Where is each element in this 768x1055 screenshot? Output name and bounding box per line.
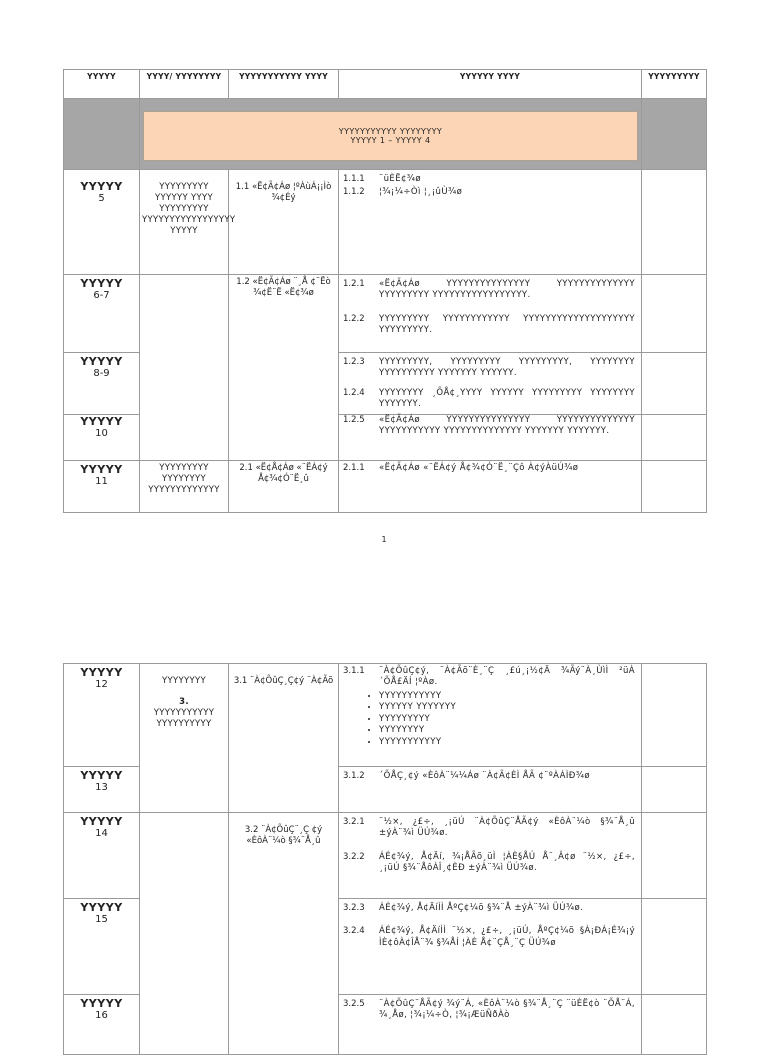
theme-subtitle: ΥΥΥΥΥΥΥΥΥΥΥ ΥΥΥΥΥΥΥΥΥΥ	[153, 708, 215, 730]
header-week: ΥΥΥΥΥ	[64, 70, 140, 99]
week-number: 10	[95, 428, 108, 439]
content-standard-cell: 3.2 ¨À¢ÕûÇ¨¸Ç ¢ý «ÈôÀ¨¼ò §¾¨Å¸û	[229, 813, 339, 1055]
list-item: • ΥΥΥΥΥΥΥΥΥ	[379, 714, 635, 725]
module-range: ΥΥΥΥΥ 1 – ΥΥΥΥΥ 4	[350, 136, 431, 145]
list-item: 1.2.5 «Ë¢Ã¢Áø ΥΥΥΥΥΥΥΥΥΥΥΥΥΥΥ ΥΥΥΥΥΥΥΥΥΥΥΥΥΥ ΥΥΥΥΥΥΥΥΥΥΥ ΥΥΥΥΥΥΥΥΥΥΥΥΥΥ ΥΥΥΥΥΥΥ ΥΥΥΥΥΥΥ.	[343, 415, 635, 437]
table-row	[64, 170, 707, 275]
table-row	[64, 461, 707, 513]
learning-standard-cell	[339, 461, 642, 513]
learning-standard-cell	[339, 767, 642, 813]
theme-cell	[140, 664, 229, 813]
theme-cell: ΥΥΥΥΥΥΥΥΥ ΥΥΥΥΥΥΥΥ ΥΥΥΥΥΥΥΥΥΥΥΥΥ	[140, 461, 229, 513]
notes-cell	[642, 899, 707, 995]
theme-cell: ΥΥΥΥΥΥΥΥΥ ΥΥΥΥΥΥ ΥΥΥΥ ΥΥΥΥΥΥΥΥΥ ΥΥΥΥΥΥΥΥΥΥΥΥΥΥΥΥΥ ΥΥΥΥΥ	[140, 170, 229, 275]
content-standard-cell: 3.1 ¨À¢ÕûÇ¸Ç¢ý ¨À¢Ãõ	[229, 664, 339, 813]
week-cell	[64, 415, 140, 461]
week-number: 11	[95, 476, 108, 487]
list-item: 1.2.2 ΥΥΥΥΥΥΥΥΥ ΥΥΥΥΥΥΥΥΥΥΥΥ ΥΥΥΥΥΥΥΥΥΥΥΥΥΥΥΥΥΥΥΥ ΥΥΥΥΥΥΥΥΥ.	[343, 313, 635, 336]
learning-standard-cell	[339, 899, 642, 995]
week-number: 5	[98, 193, 105, 204]
week-label: ΥΥΥΥΥ	[80, 463, 123, 476]
list-item: 3.2.5 ¨À¢ÕûÇ¨ÅÃ¢ý ¾ý¨Á, «ÈôÀ¨¼ò §¾¨Å¸¨Ç ¨üÈË¢ò ¨ÕÅ¨Á, ¾¸Åø, ¦¾¡¼÷Ò, ¦¾¡ÆüÑðÀò	[343, 999, 635, 1021]
list-item: • ΥΥΥΥΥΥΥΥΥΥΥ	[379, 691, 635, 702]
theme-title: ΥΥΥΥΥΥΥΥ	[162, 676, 206, 686]
list-item: • ΥΥΥΥΥΥΥΥ	[379, 725, 635, 736]
week-number: 14	[95, 828, 108, 839]
list-item: 1.2.4 ΥΥΥΥΥΥΥΥ ¸ÕÅ¢¸ΥΥΥΥ ΥΥΥΥΥΥ ΥΥΥΥΥΥΥΥΥ ΥΥΥΥΥΥΥΥ ΥΥΥΥΥΥΥ.	[343, 387, 635, 410]
header-content-standard: ΥΥΥΥΥΥΥΥΥΥΥ ΥΥΥΥ	[229, 70, 339, 99]
list-item: • ΥΥΥΥΥΥ ΥΥΥΥΥΥΥ	[379, 702, 635, 713]
table-header-row	[64, 70, 707, 99]
module-gray-cell	[642, 99, 707, 170]
week-number: 16	[95, 1010, 108, 1021]
learning-standard-cell	[339, 995, 642, 1055]
theme-number: 3.	[179, 697, 189, 708]
week-number: 8-9	[93, 368, 110, 379]
week-cell	[64, 461, 140, 513]
content-standard-cell: 1.2 «Ë¢Ã¢Áø ¨¸Å ¢¨Ëò ¾¢Ë¨Ë «Ë¢¾ø	[229, 275, 339, 461]
week-cell	[64, 813, 140, 899]
list-item: 1.1.2 ¦¾¡¼÷Òì ¦¸¡ûÙ¾ø	[343, 187, 463, 198]
week-number: 15	[95, 914, 108, 925]
week-cell	[64, 353, 140, 415]
learning-standard-cell	[339, 170, 642, 275]
table-row	[64, 664, 707, 767]
list-item: 3.2.1 ¨½×, ¿£÷, ¸¡üÚ ¨À¢ÕûÇ¨ÅÃ¢ý «ÈôÀ¨¼ò §¾¨Å¸û ±ýÀ¨¾ì ÜÚ¾ø.	[343, 817, 635, 839]
notes-cell	[642, 170, 707, 275]
week-label: ΥΥΥΥΥ	[80, 997, 123, 1010]
week-cell	[64, 767, 140, 813]
week-cell	[64, 664, 140, 767]
list-item: 3.2.2 ÁÉ¢¾ý, Å¢Äí, ¾¡ÅÃõ¸üÌ ¦ÀÈ§ÅÚ Å¨¸Â¢ø ¨½×, ¿£÷, ¸¡üÚ §¾¨ÅôÀÎ¸¢ÈÐ ±ýÀ¨¾ì ÜÚ¾ø.	[343, 851, 635, 874]
header-notes: ΥΥΥΥΥΥΥΥΥ	[642, 70, 707, 99]
week-label: ΥΥΥΥΥ	[80, 415, 123, 428]
notes-cell	[642, 664, 707, 767]
week-label: ΥΥΥΥΥ	[80, 815, 123, 828]
table-row	[64, 813, 707, 899]
header-theme: ΥΥΥΥ/ ΥΥΥΥΥΥΥΥ	[140, 70, 229, 99]
week-label: ΥΥΥΥΥ	[80, 769, 123, 782]
notes-cell	[642, 415, 707, 461]
week-number: 13	[95, 782, 108, 793]
list-item: 1.2.3 ΥΥΥΥΥΥΥΥΥ, ΥΥΥΥΥΥΥΥΥ ΥΥΥΥΥΥΥΥΥ, ΥΥΥΥΥΥΥΥ ΥΥΥΥΥΥΥΥΥΥ ΥΥΥΥΥΥΥ ΥΥΥΥΥΥ.	[343, 357, 635, 379]
week-cell	[64, 275, 140, 353]
list-item: 3.2.3 ÁÉ¢¾ý, Å¢ÄíÌÌ ÅºÇ¢¼õ §¾¨Å ±ýÀ¨¾ì ÜÚ¾ø.	[343, 903, 584, 913]
list-item: 1.2.1 «Ë¢Ã¢Áø ΥΥΥΥΥΥΥΥΥΥΥΥΥΥΥ ΥΥΥΥΥΥΥΥΥΥΥΥΥΥ ΥΥΥΥΥΥΥΥΥ ΥΥΥΥΥΥΥΥΥΥΥΥΥΥΥΥΥ.	[343, 279, 635, 301]
theme-cell	[140, 275, 229, 461]
module-title: ΥΥΥΥΥΥΥΥΥΥΥ ΥΥΥΥΥΥΥΥ	[338, 127, 443, 136]
learning-standard-cell	[339, 664, 642, 767]
syllabus-table-page-1	[63, 69, 707, 513]
content-standard-cell: 1.1 «Ë¢Ã¢Áø ¦ºÀùÁ¡¡Ìò ¾¢Éý	[229, 170, 339, 275]
notes-cell	[642, 353, 707, 415]
module-gray-cell	[64, 99, 140, 170]
content-standard-cell: 2.1 «Ë¢Å¢Áø «¨ËÁ¢ý Å¢¾¢Ó¨Ë¸û	[229, 461, 339, 513]
syllabus-table-page-2	[63, 663, 707, 1055]
notes-cell	[642, 767, 707, 813]
notes-cell	[642, 461, 707, 513]
list-item: • ΥΥΥΥΥΥΥΥΥΥΥ	[379, 737, 635, 748]
module-row	[64, 99, 707, 170]
week-cell	[64, 899, 140, 995]
learning-standard-cell	[339, 415, 642, 461]
notes-cell	[642, 995, 707, 1055]
week-cell	[64, 995, 140, 1055]
module-banner	[143, 111, 638, 161]
notes-cell	[642, 813, 707, 899]
week-label: ΥΥΥΥΥ	[80, 901, 123, 914]
week-label: ΥΥΥΥΥ	[80, 180, 123, 193]
list-item: 3.1.2 ´ÕÅÇ¸¢ý «ÈôÀ¨¼¼Áø ¨À¢Ã¢ÈÌ ÅÃ ¢¨ºÀÁÌÐ¾ø	[343, 771, 590, 781]
bullet-list	[343, 691, 635, 748]
week-label: ΥΥΥΥΥ	[80, 355, 123, 368]
week-cell	[64, 170, 140, 275]
theme-cell	[140, 813, 229, 1055]
week-number: 12	[95, 679, 108, 690]
learning-standard-cell	[339, 275, 642, 353]
list-item: 3.2.4 ÁÉ¢¾ý, Å¢ÄíÌÌ ¨½×, ¿£÷, ¸¡üÚ, ÅºÇ¢¼õ §À¡ÐÁ¡É¾¡ý ÌÈ¢ôÀ¢ÎÅ¨¾ §¾ÅÍ ¦ÀÈ Å¢¨ÇÅ¸¨Ç ÜÚ¾ø	[343, 926, 635, 948]
list-item: 2.1.1 «Ë¢Ã¢Áø «¨ËÁ¢ý Å¢¾¢Ó¨Ë¸¨Çô À¢ýÀüÚ¾ø	[343, 463, 579, 473]
week-label: ΥΥΥΥΥ	[80, 277, 123, 290]
header-learning-standard: ΥΥΥΥΥΥ ΥΥΥΥ	[339, 70, 642, 99]
learning-standard-cell	[339, 813, 642, 899]
notes-cell	[642, 275, 707, 353]
module-cell	[140, 99, 642, 170]
list-item: 3.1.1 ¨À¢ÕûÇ¢ý, ¨À¢Ãõ¨È¸¨Ç ¸£ú¸¡½¢Ä ¾Ãý¨À¸ÙìÌ ²üÀ ´ÕÅ£ÄÍ ¦ºÀø.	[343, 666, 635, 688]
page-number: 1	[381, 535, 387, 544]
week-number: 6-7	[93, 290, 110, 301]
week-label: ΥΥΥΥΥ	[80, 666, 123, 679]
list-item: 1.1.1 ¨üÈË¢¾ø	[343, 174, 422, 184]
table-row	[64, 275, 707, 353]
learning-standard-cell	[339, 353, 642, 415]
